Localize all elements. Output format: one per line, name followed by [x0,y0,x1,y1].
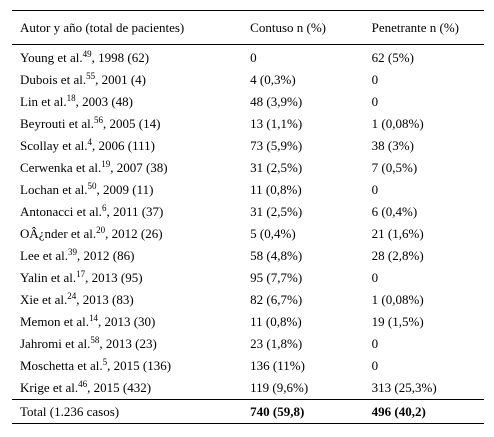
year-and-total: , 1998 (62) [91,50,150,65]
penetrante-cell: 0 [371,182,379,197]
penetrante-cell: 7 (0,5%) [371,160,418,175]
reference-number: 50 [87,181,97,191]
total-contuso-value: 740 (59,8) [250,403,305,419]
year-and-total: , 2007 (38) [110,160,168,175]
table-row [12,45,484,70]
author-cell [12,69,242,91]
reference-number: 39 [68,247,77,257]
author-cell [12,223,242,245]
table-row [12,355,484,377]
table-row [12,223,484,245]
reference-number: 6 [101,203,107,213]
year-and-total: , 2013 (30) [97,314,156,329]
table-row [12,333,484,355]
contuso-cell: 13 (1,1%) [250,116,303,131]
contuso-cell: 95 (7,7%) [250,270,303,285]
contuso-cell: 119 (9,6%) [250,380,309,395]
total-penetrante-value: 496 (40,2) [371,403,426,419]
author-name: Lochan et al. [20,182,88,197]
author-name: Krige et al. [20,380,79,395]
author-cell [12,179,242,201]
reference-number: 49 [82,49,92,59]
header-author: Autor y año (total de pacientes) [12,11,242,45]
penetrante-cell: 6 (0,4%) [371,204,418,219]
total-row [12,400,484,424]
header-contuso: Contuso n (%) [242,11,364,45]
author-cell [12,377,242,400]
reference-number: 24 [67,291,77,301]
contuso-cell: 11 (0,8%) [250,182,302,197]
author-name: Memon et al. [20,314,89,329]
author-cell [12,267,242,289]
year-and-total: , 2012 (26) [105,226,163,241]
total-label: Total (1.236 casos) [12,400,242,424]
year-and-total: , 2009 (11) [96,182,154,197]
penetrante-cell: 0 [371,336,379,351]
table-row [12,157,484,179]
author-name: Jahromi et al. [20,336,91,351]
header-penetrante: Penetrante n (%) [364,11,484,45]
penetrante-cell: 21 (1,6%) [371,226,424,241]
author-name: Dubois et al. [20,72,87,87]
reference-number: 14 [88,313,98,323]
penetrante-cell: 0 [371,94,379,109]
table-row [12,91,484,113]
table-row [12,201,484,223]
author-cell [12,311,242,333]
author-cell [12,289,242,311]
contuso-cell: 5 (0,4%) [250,226,296,241]
contuso-cell: 31 (2,5%) [250,204,303,219]
contuso-cell: 0 [250,50,257,65]
author-cell [12,157,242,179]
table-row [12,69,484,91]
reference-number: 46 [78,379,88,389]
year-and-total: , 2011 (37) [106,204,164,219]
author-name: OÂ¿nder et al. [20,226,97,241]
penetrante-cell: 0 [371,358,379,373]
author-name: Antonacci et al. [20,204,102,219]
contuso-cell: 11 (0,8%) [250,314,302,329]
reference-number: 55 [86,71,96,81]
reference-number: 56 [94,115,104,125]
year-and-total: , 2013 (83) [76,292,134,307]
author-cell [12,333,242,355]
year-and-total: , 2015 (432) [87,380,152,395]
reference-number: 58 [90,335,100,345]
contuso-cell: 23 (1,8%) [250,336,303,351]
year-and-total: , 2015 (136) [107,358,172,373]
penetrante-cell: 1 (0,08%) [371,116,424,131]
data-table [12,10,484,424]
reference-number: 4 [87,137,93,147]
table-row [12,377,484,400]
author-name: Xie et al. [20,292,68,307]
year-and-total: , 2013 (95) [85,270,143,285]
author-name: Moschetta et al. [20,358,103,373]
table-row [12,289,484,311]
author-name: Cerwenka et al. [20,160,102,175]
year-and-total: , 2012 (86) [77,248,135,263]
year-and-total: , 2003 (48) [75,94,133,109]
total-penetrante [364,400,484,424]
author-cell [12,135,242,157]
penetrante-cell: 1 (0,08%) [371,292,424,307]
table-row [12,135,484,157]
author-name: Young et al. [20,50,83,65]
author-cell [12,113,242,135]
table-row [12,311,484,333]
penetrante-cell: 19 (1,5%) [371,314,424,329]
author-name: Lee et al. [20,248,68,263]
reference-number: 5 [102,357,108,367]
reference-number: 18 [66,93,76,103]
table-row [12,245,484,267]
table-body [12,45,484,424]
author-cell [12,201,242,223]
header-row [12,11,484,45]
year-and-total: , 2006 (111) [92,138,155,153]
author-cell [12,355,242,377]
reference-number: 20 [96,225,106,235]
contuso-cell: 4 (0,3%) [250,72,296,87]
contuso-cell: 31 (2,5%) [250,160,303,175]
reference-number: 19 [101,159,111,169]
author-name: Yalin et al. [20,270,77,285]
author-cell [12,245,242,267]
contuso-cell: 58 (4,8%) [250,248,303,263]
author-name: Scollay et al. [20,138,88,153]
contuso-cell: 73 (5,9%) [250,138,303,153]
contuso-cell: 82 (6,7%) [250,292,303,307]
reference-number: 17 [76,269,86,279]
penetrante-cell: 62 (5%) [371,50,414,65]
contuso-cell: 48 (3,9%) [250,94,303,109]
penetrante-cell: 0 [371,270,379,285]
contuso-cell: 136 (11%) [250,358,305,373]
year-and-total: , 2005 (14) [103,116,161,131]
author-name: Beyrouti et al. [20,116,95,131]
author-cell [12,91,242,113]
table-row [12,113,484,135]
table-row [12,179,484,201]
total-contuso [242,400,364,424]
author-name: Lin et al. [20,94,67,109]
year-and-total: , 2013 (23) [99,336,157,351]
penetrante-cell: 313 (25,3%) [371,380,437,395]
year-and-total: , 2001 (4) [95,72,146,87]
author-cell [12,45,242,70]
penetrante-cell: 0 [371,72,379,87]
penetrante-cell: 28 (2,8%) [371,248,424,263]
penetrante-cell: 38 (3%) [371,138,414,153]
table-row [12,267,484,289]
